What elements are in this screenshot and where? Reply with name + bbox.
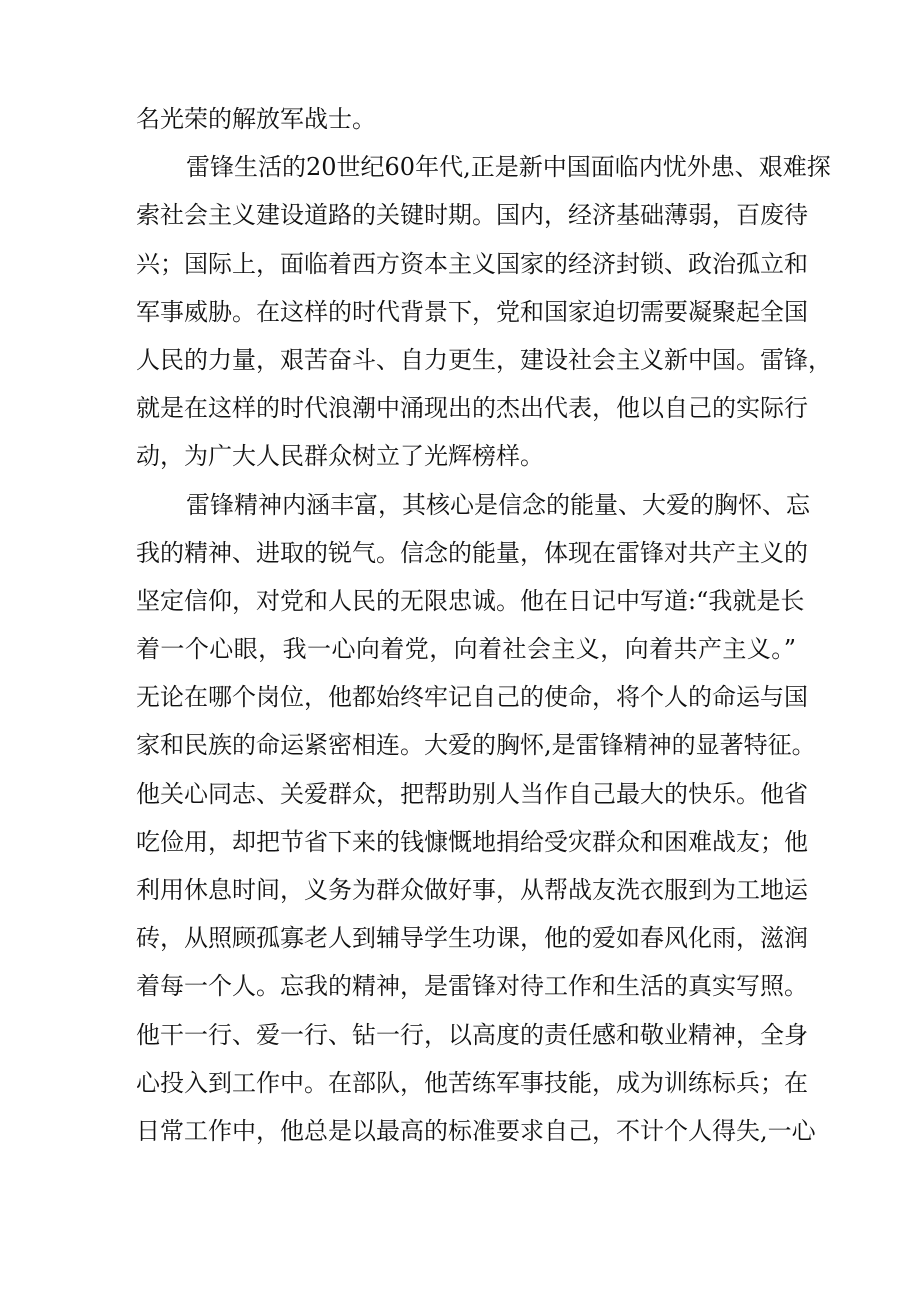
paragraph — [136, 143, 832, 480]
text-line: 兴；国际上，面临着西方资本主义国家的经济封锁、政治孤立和 — [136, 249, 808, 278]
text-line: 我的精神、进取的锐气。信念的能量，体现在雷锋对共产主义的 — [136, 538, 808, 567]
document-body — [136, 95, 832, 1155]
text-line: 索社会主义建设道路的关键时期。国内，经济基础薄弱，百废待 — [136, 201, 808, 230]
text-line: 日常工作中，他总是以最高的标准要求自己，不计个人得失,一心 — [136, 1116, 816, 1145]
text-line: 家和民族的命运紧密相连。大爱的胸怀,是雷锋精神的显著特征。 — [136, 731, 816, 760]
text-line: 无论在哪个岗位，他都始终牢记自己的使命，将个人的命运与国 — [136, 683, 808, 712]
text-line: 吃俭用，却把节省下来的钱慷慨地捐给受灾群众和困难战友；他 — [136, 827, 808, 856]
paragraph — [136, 95, 796, 143]
text-line: 人民的力量，艰苦奋斗、自力更生，建设社会主义新中国。雷锋， — [136, 345, 832, 374]
text-line: 雷锋精神内涵丰富，其核心是信念的能量、大爱的胸怀、忘 — [186, 490, 810, 519]
text-line: 军事威胁。在这样的时代背景下，党和国家迫切需要凝聚起全国 — [136, 297, 808, 326]
text-line: 砖，从照顾孤寡老人到辅导学生功课，他的爱如春风化雨，滋润 — [136, 924, 808, 953]
text-line: 他关心同志、关爱群众，把帮助别人当作自己最大的快乐。他省 — [136, 779, 808, 808]
text-line: 心投入到工作中。在部队，他苦练军事技能，成为训练标兵；在 — [136, 1068, 808, 1097]
text-line: 雷锋生活的20世纪60年代,正是新中国面临内忧外患、艰难探 — [186, 153, 831, 182]
text-line: 利用休息时间，义务为群众做好事，从帮战友洗衣服到为工地运 — [136, 876, 808, 904]
text-line: 着一个心眼，我一心向着党，向着社会主义，向着共产主义。” — [136, 635, 796, 664]
text-line: 名光荣的解放军战士。 — [136, 105, 376, 133]
text-line: 就是在这样的时代浪潮中涌现出的杰出代表，他以自己的实际行 — [136, 394, 808, 423]
text-line: 动，为广大人民群众树立了光辉榜样。 — [136, 442, 544, 471]
paragraph — [136, 481, 816, 1156]
text-line: 坚定信仰，对党和人民的无限忠诚。他在日记中写道:“我就是长 — [136, 586, 805, 615]
text-line: 着每一个人。忘我的精神，是雷锋对待工作和生活的真实写照。 — [136, 972, 808, 1001]
text-line: 他干一行、爱一行、钻一行，以高度的责任感和敬业精神，全身 — [136, 1020, 808, 1049]
